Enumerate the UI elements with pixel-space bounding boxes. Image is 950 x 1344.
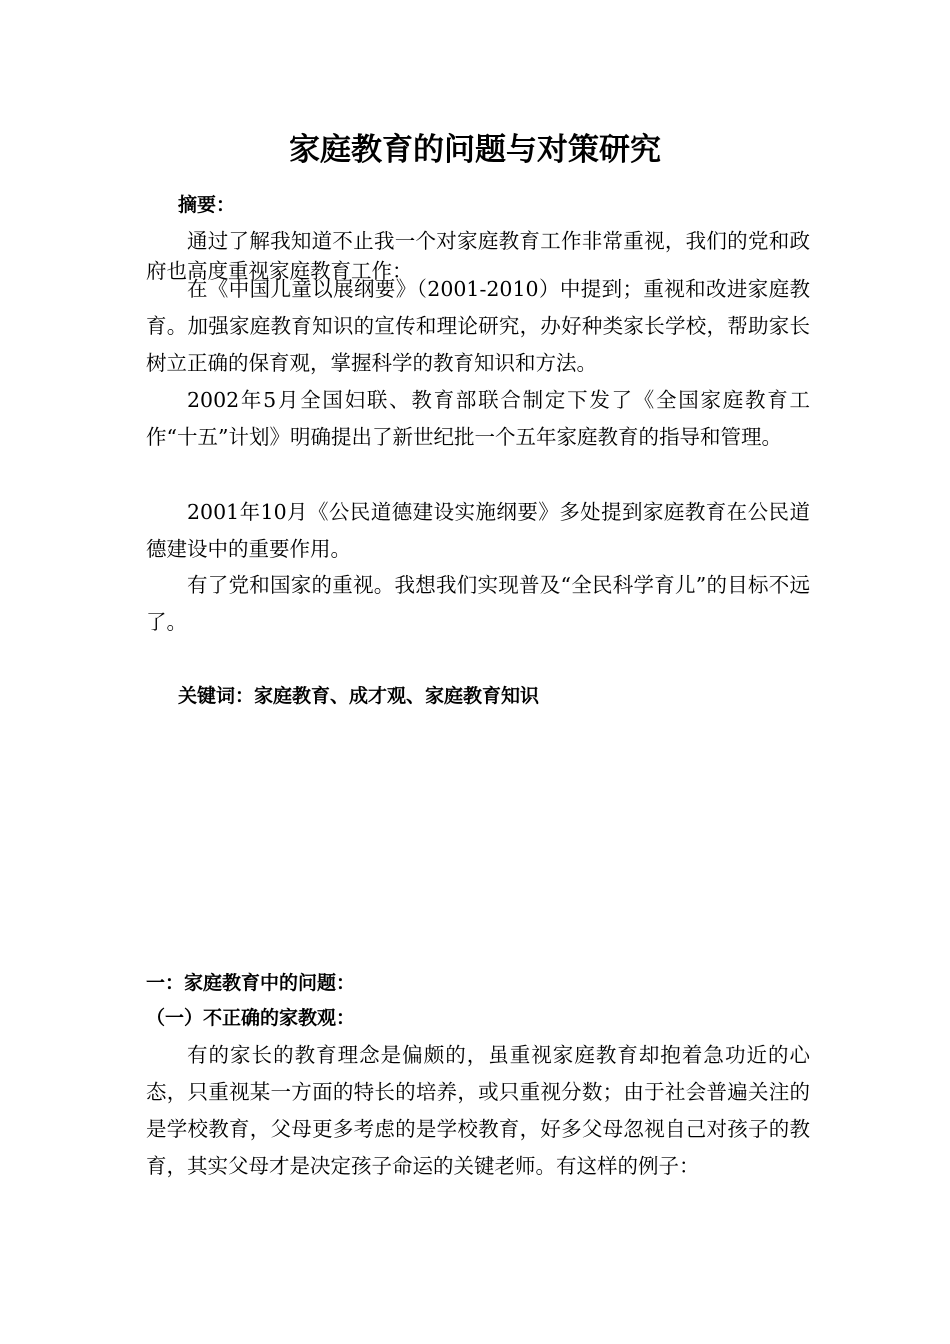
abstract-label: 摘要： (178, 194, 236, 216)
abstract-paragraph-2: 在《中国儿童以展纲要》（2001-2010）中提到；重视和改进家庭教育。加强家庭教育知识的宣传和理论研究，办好种类家长学校，帮助家长树立正确的保育观，掌握科学的教育知识和方法。 (146, 277, 810, 375)
keywords-line: 关键词：家庭教育、成才观、家庭教育知识 (178, 685, 540, 707)
document-title: 家庭教育的问题与对策研究 (289, 132, 661, 168)
subsection-heading-incorrect-views: （一）不正确的家教观： (146, 1007, 356, 1029)
abstract-paragraph-4: 2001年10月《公民道德建设实施纲要》多处提到家庭教育在公民道德建设中的重要作用。 (146, 500, 810, 561)
section-heading-problems: 一：家庭教育中的问题： (146, 972, 356, 994)
abstract-paragraph-5: 有了党和国家的重视。我想我们实现普及“全民科学育儿”的目标不远了。 (146, 573, 810, 634)
abstract-paragraph-3: 2002年5月全国妇联、教育部联合制定下发了《全国家庭教育工作“十五”计划》明确提出了新世纪批一个五年家庭教育的指导和管理。 (146, 388, 810, 449)
abstract-paragraph-1: 通过了解我知道不止我一个对家庭教育工作非常重视，我们的党和政府也高度重视家庭教育工作： (146, 229, 810, 283)
subsection-paragraph: 有的家长的教育理念是偏颇的，虽重视家庭教育却抱着急功近的心态，只重视某一方面的特长的培养，或只重视分数；由于社会普遍关注的是学校教育，父母更多考虑的是学校教育，好多父母忽视自己对孩子的教育，其实父母才是决定孩子命运的关键老师。有这样的例子： (146, 1043, 810, 1178)
